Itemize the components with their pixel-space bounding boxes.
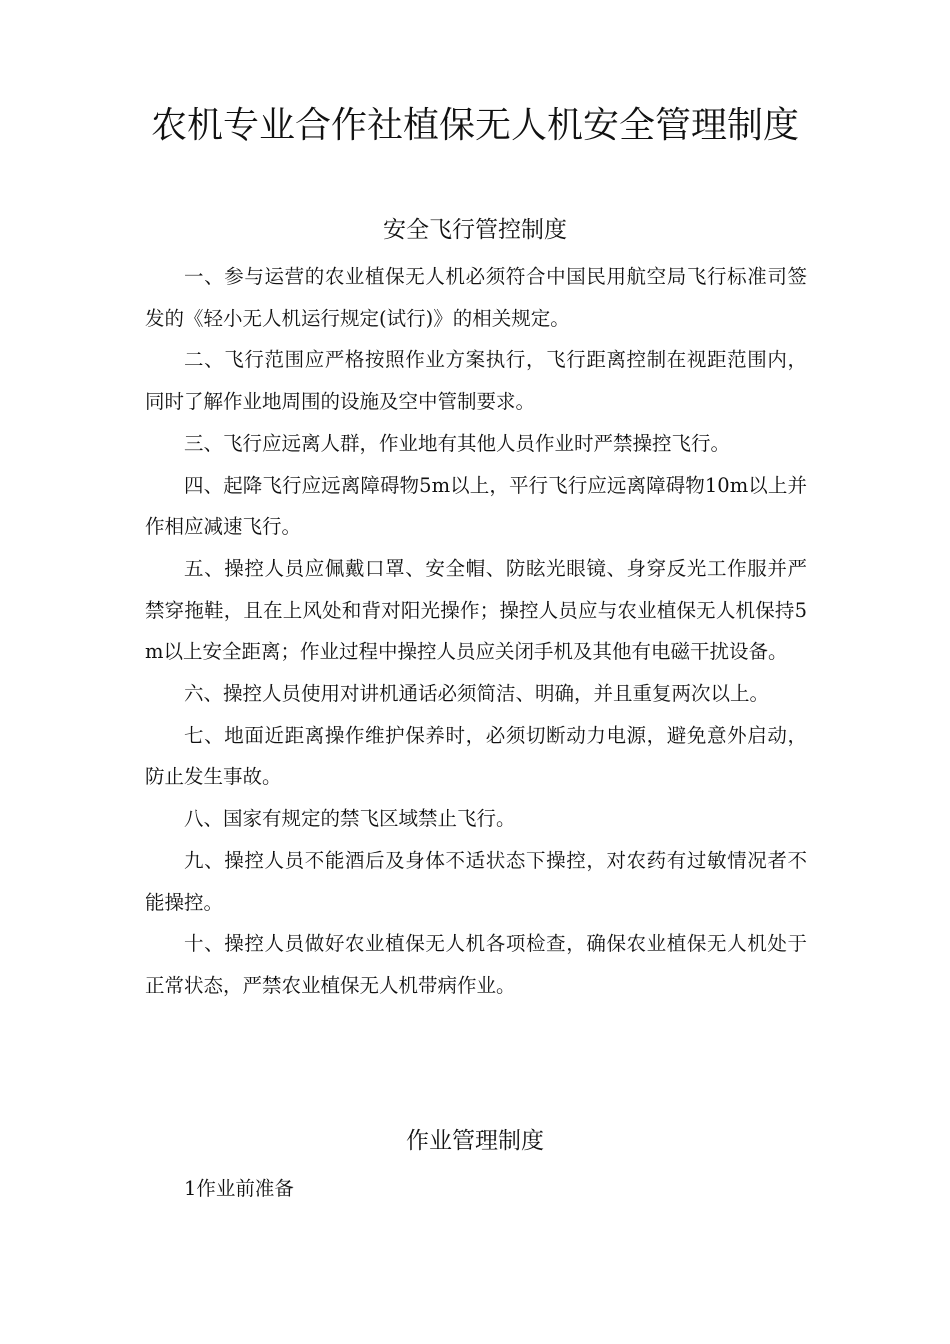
paragraph: 一、参与运营的农业植保无人机必须符合中国民用航空局飞行标准司签发的《轻小无人机运行规定(试行)》的相关规定。	[145, 265, 807, 330]
paragraph: 三、飞行应远离人群，作业地有其他人员作业时严禁操控飞行。	[184, 431, 731, 455]
paragraph: 四、起降飞行应远离障碍物5m以上，平行飞行应远离障碍物10m以上并作相应减速飞行。	[145, 473, 807, 539]
section-body-flight-safety	[145, 256, 807, 1007]
document-title: 农机专业合作社植保无人机安全管理制度	[150, 105, 799, 146]
paragraph: 六、操控人员使用对讲机通话必须简洁、明确，并且重复两次以上。	[184, 682, 770, 706]
section-heading-flight-safety: 安全飞行管控制度	[383, 217, 567, 243]
paragraph: 九、操控人员不能酒后及身体不适状态下操控，对农药有过敏情况者不能操控。	[145, 848, 807, 914]
paragraph: 二、飞行范围应严格按照作业方案执行，飞行距离控制在视距范围内，同时了解作业地周围的设施及空中管制要求。	[145, 348, 807, 414]
paragraph: 五、操控人员应佩戴口罩、安全帽、防眩光眼镜、身穿反光工作服并严禁穿拖鞋，且在上风处和背对阳光操作；操控人员应与农业植保无人机保持5m以上安全距离；作业过程中操控人员应关闭手机及其他有电磁干扰设备。	[145, 556, 807, 664]
paragraph: 七、地面近距离操作维护保养时，必须切断动力电源，避免意外启动，防止发生事故。	[145, 723, 807, 789]
paragraph: 十、操控人员做好农业植保无人机各项检查，确保农业植保无人机处于正常状态，严禁农业植保无人机带病作业。	[145, 932, 807, 997]
paragraph: 八、国家有规定的禁飞区域禁止飞行。	[184, 807, 516, 831]
section-heading-operation-management: 作业管理制度	[406, 1128, 544, 1154]
section-body-operation-management	[145, 1168, 807, 1210]
subheading-preparation: 1作业前准备	[184, 1177, 294, 1200]
